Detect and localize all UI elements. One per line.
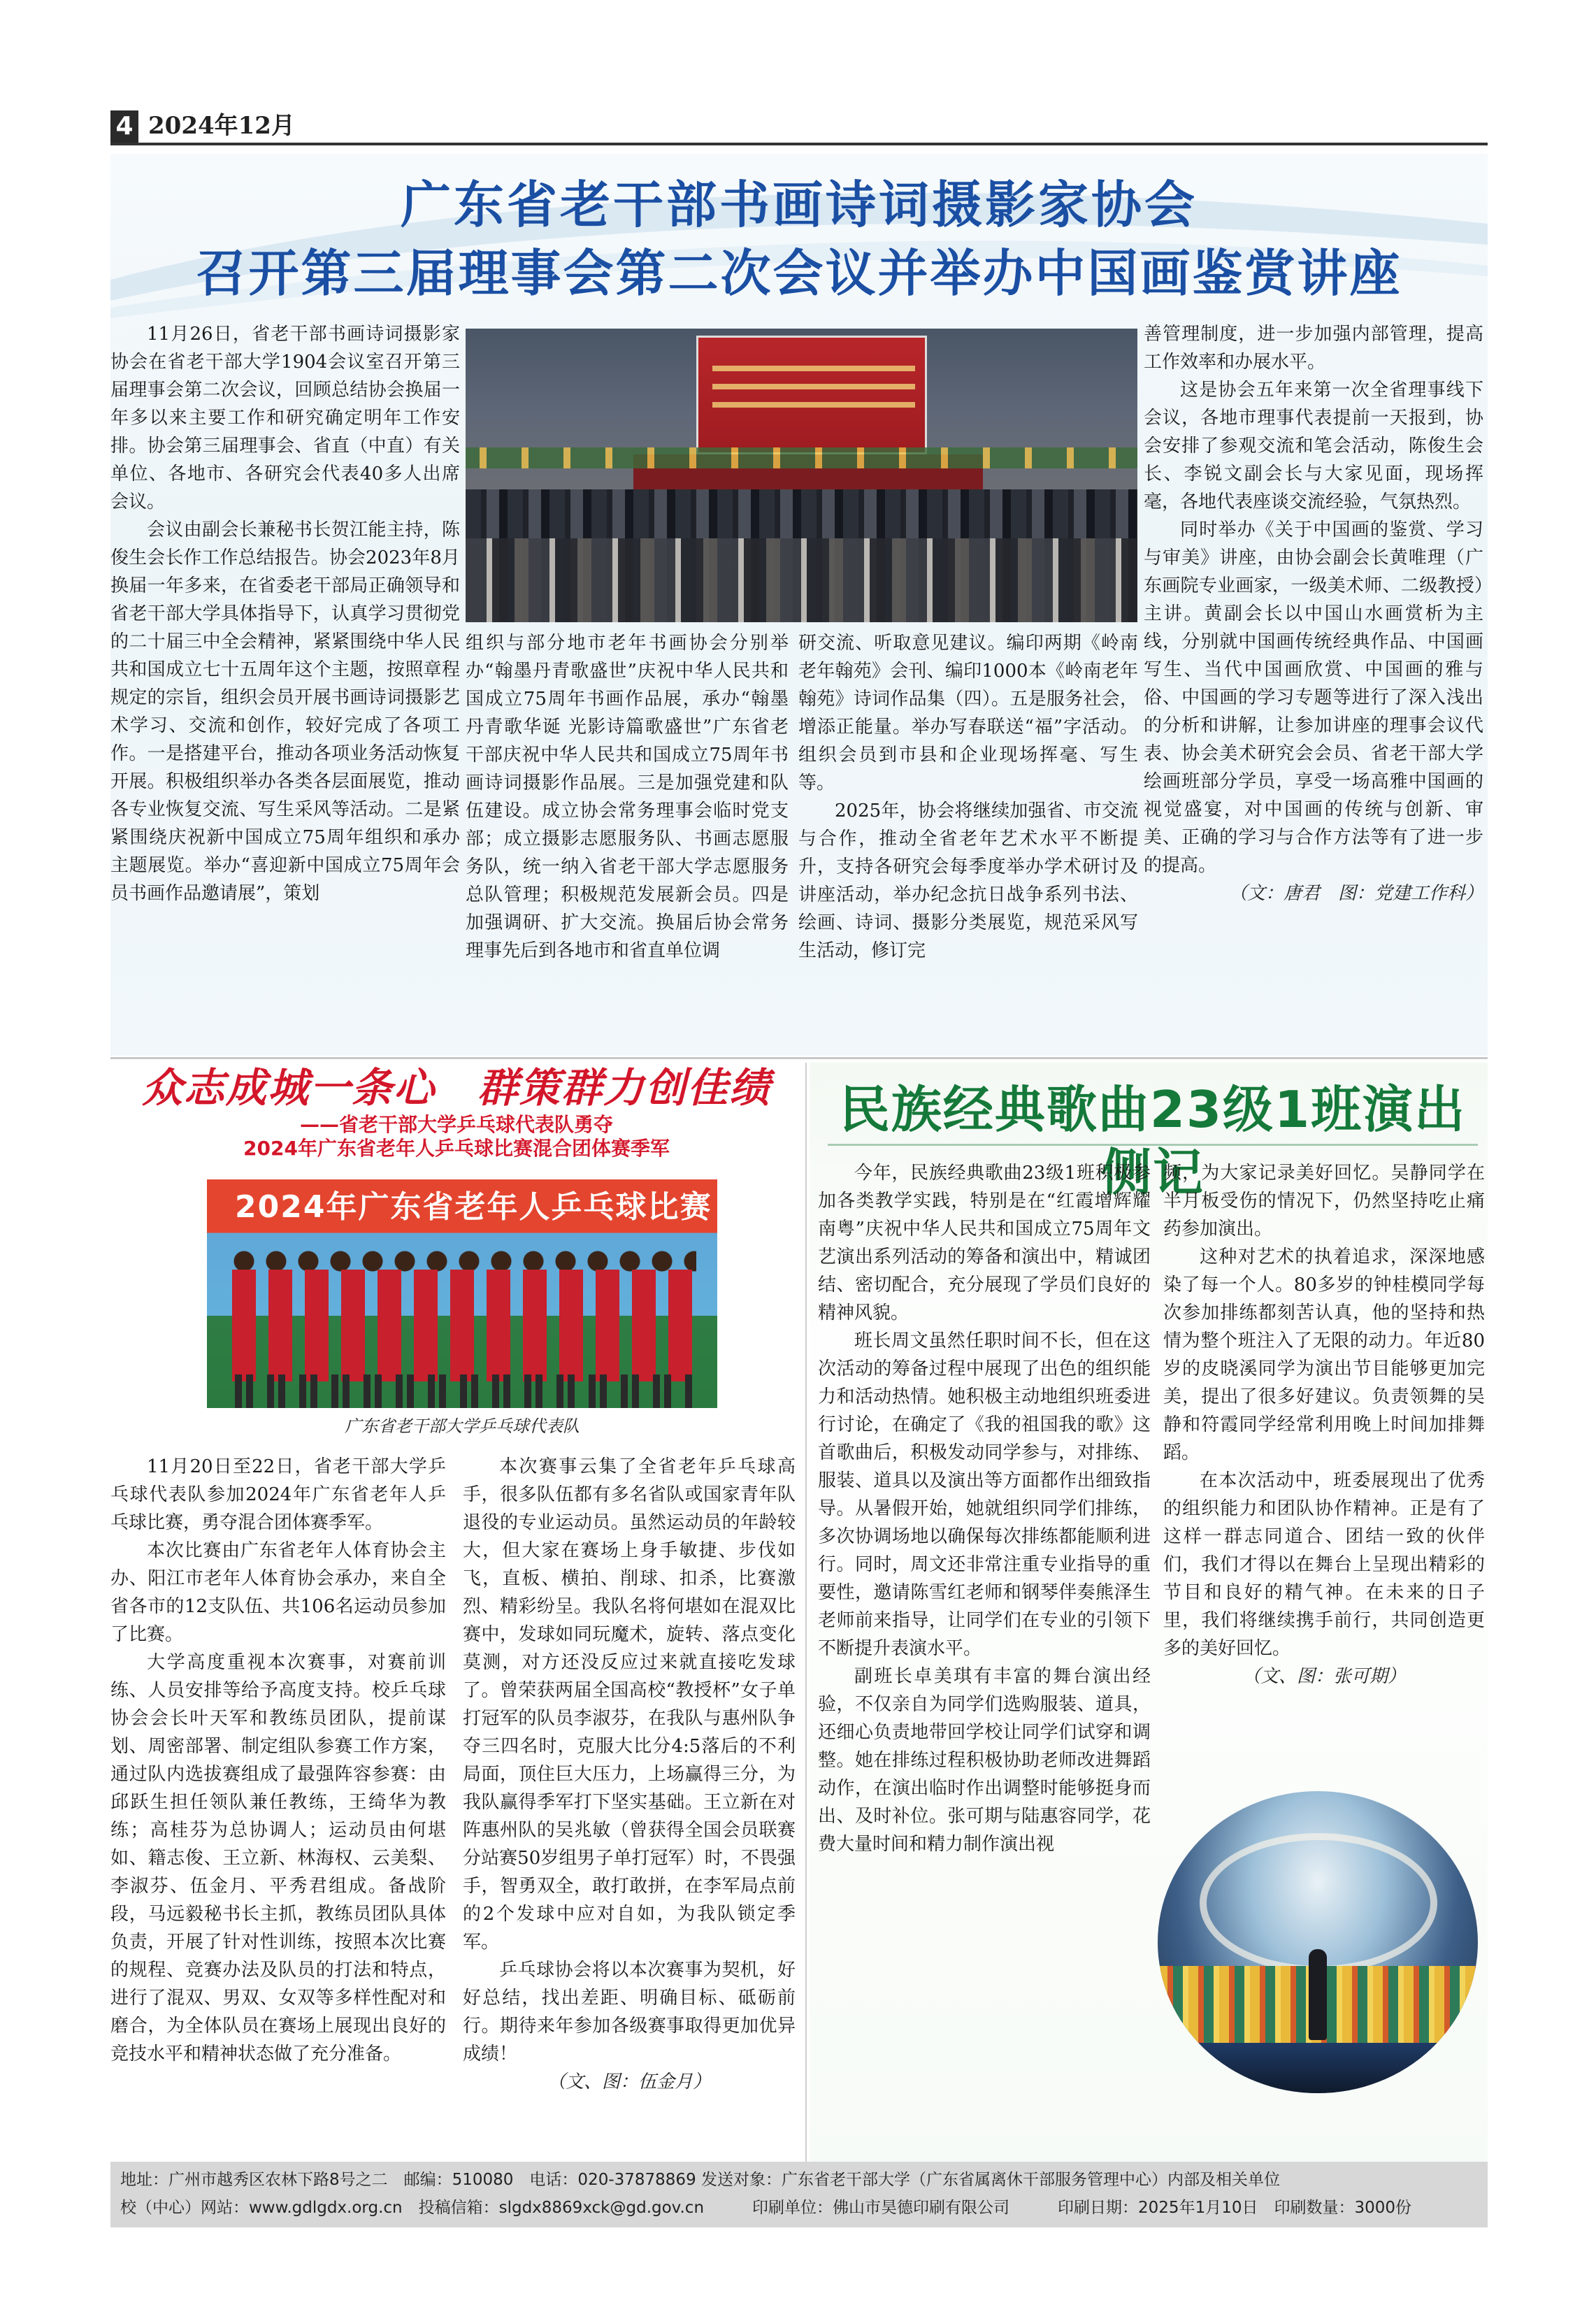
paragraph: 同时举办《关于中国画的鉴赏、学习与审美》讲座，由协会副会长黄唯理（广东画院专业画家，一级美术师、二级教授）主讲。黄副会长以中国山水画赏析为主线，分别就中国画传统经典作品、中国画写生、当代中国画欣赏、中国画的雅与俗、中国画的学习专题等进行了深入浅出的分析和讲解，让参加讲座的理事会议代表、协会美术研究会会员、省老干部大学绘画班部分学员，享受一场高雅中国画的视觉盛宴，对中国画的传统与创新、审美、正确的学习与合作方法等有了进一步的提高。 (1144, 519, 1483, 876)
conductor (1309, 1949, 1327, 2040)
ethnic-title-rule (828, 1144, 1478, 1146)
paragraph: 会议由副会长兼秘书长贺江能主持，陈俊生会长作工作总结报告。协会2023年8月换届一年多来，在省委老干部局正确领导和省老干部大学具体指导下，认真学习贯彻党的二十届三中全会精神，紧紧围绕中华人民共和国成立七十五周年这个主题，按照章程规定的宗旨，组织会员开展书画诗词摄影艺术学习、交流和创作，较好完成了各项工作。一是搭建平台，推动各项业务活动恢复开展。积极组织举办各类各层面展览，推动各专业恢复交流、写生采风等活动。二是紧紧围绕庆祝新中国成立75周年组织和承办主题展览。举办“喜迎新中国成立75周年会员书画作品邀请展”，策划 (110, 519, 460, 904)
paragraph: 2025年，协会将继续加强省、市交流与合作，推动全省老年艺术水平不断提升，支持各研究会每季度举办学术研讨及讲座活动，举办纪念抗日战争系列书法、绘画、诗词、摄影分类展览，规范采风写生活动，修订完 (798, 800, 1138, 961)
table-tennis-title: 众志成城一条心 群策群力创佳绩 (141, 1064, 771, 1112)
top-article-column-1 (110, 320, 460, 907)
paragraph: 这种对艺术的执着追求，深深地感染了每一个人。80多岁的钟桂模同学每次参加排练都刻苦认真，他的坚持和热情为整个班注入了无限的动力。年近80岁的皮晓溪同学为演出节目能够更加完美，提出了很多好建议。负责领舞的吴静和符霞同学经常利用晚上时间加排舞蹈。 (1163, 1247, 1485, 1463)
top-article-credit: （文：唐君 图：党建工作科） (1228, 883, 1483, 904)
paragraph: 组织与部分地市老年书画协会分别举办“翰墨丹青歌盛世”庆祝中华人民共和国成立75周年书画作品展，承办“翰墨丹青歌华诞 光影诗篇歌盛世”广东省老干部庆祝中华人民共和国成立75周年书画诗词摄影作品展。三是加强党建和队伍建设。成立协会常务理事会临时党支部；成立摄影志愿服务队、书画志愿服务队，统一纳入省老干部大学志愿服务总队管理；积极规范发展新会员。四是加强调研、扩大交流。换届后协会常务理事先后到各地市和省直单位调 (466, 633, 789, 961)
header-rule (110, 143, 1488, 145)
ethnic-article-credit: （文、图：张可期） (1242, 1666, 1406, 1687)
column-divider (805, 1063, 807, 2162)
issue-date: 2024年12月 (148, 112, 295, 140)
ethnic-article-title: 民族经典歌曲23级1班演出侧记 (839, 1080, 1467, 1202)
stage-performance-photo (1158, 1791, 1478, 2093)
paragraph: 在本次活动中，班委展现出了优秀的组织能力和团队协作精神。正是有了这样一群志同道合、团结一致的伙伴们，我们才得以在舞台上呈现出精彩的节目和良好的精气神。在未来的日子里，我们将继续携手前行，共同创造更多的美好回忆。 (1163, 1470, 1485, 1659)
table-tennis-subtitle-1: ——省老干部大学乒乓球代表队勇夺 (299, 1113, 613, 1136)
paragraph: 研交流、听取意见建议。编印两期《岭南老年翰苑》会刊、编印1000本《岭南老年翰苑》诗词作品集（四）。五是服务社会，增添正能量。举办写春联送“福”字活动。组织会员到市县和企业现场挥毫、写生等。 (798, 633, 1138, 794)
paragraph: 副班长卓美琪有丰富的舞台演出经验，不仅亲自为同学们选购服装、道具，还细心负责地带回学校让同学们试穿和调整。她在排练过程积极协助老师改进舞蹈动作，在演出临时作出调整时能够挺身而出、及时补位。张可期与陆惠容同学，花费大量时间和精力制作演出视 (818, 1666, 1151, 1855)
footer (110, 2162, 1488, 2227)
main-title-line-2: 召开第三届理事会第二次会议并举办中国画鉴赏讲座 (196, 244, 1402, 303)
table-tennis-column-2 (463, 1453, 796, 2096)
paragraph: 11月20日至22日，省老干部大学乒乓球代表队参加2024年广东省老年人乒乓球比赛，勇夺混合团体赛季军。 (110, 1456, 446, 1533)
photo-banner-text: 2024年广东省老年人乒乓球比赛 (235, 1189, 712, 1225)
ethnic-column-2 (1163, 1159, 1485, 1690)
paragraph: 今年，民族经典歌曲23级1班积极参加各类教学实践，特别是在“红霞增辉耀南粤”庆祝中华人民共和国成立75周年文艺演出系列活动的筹备和演出中，精诚团结、密切配合，充分展现了学员们良好的精神风貌。 (818, 1163, 1151, 1323)
paragraph: 这是协会五年来第一次全省理事线下会议，各地市理事代表提前一天报到，协会安排了参观交流和笔会活动，陈俊生会长、李锐文副会长与大家见面，现场挥毫，各地代表座谈交流经验，气氛热烈。 (1144, 380, 1483, 512)
top-article-column-2 (466, 629, 789, 965)
top-article-column-3 (798, 629, 1138, 965)
ethnic-column-1 (818, 1159, 1151, 1858)
paragraph: 班长周文虽然任职时间不长，但在这次活动的筹备过程中展现了出色的组织能力和活动热情。她积极主动地组织班委进行讨论，在确定了《我的祖国我的歌》这首歌曲后，积极发动同学参与，对排练、服装、道具以及演出等方面都作出细致指导。从暑假开始，她就组织同学们排练，多次协调场地以确保每次排练都能顺利进行。同时，周文还非常注重专业指导的重要性，邀请陈雪红老师和钢琴伴奏熊泽生老师前来指导，让同学们在专业的引领下不断提升表演水平。 (818, 1330, 1151, 1659)
footer-line-2: 校（中心）网站：www.gdlgdx.org.cn 投稿信箱：slgdx8869xck@gd.gov.cn 印刷单位：佛山市昊德印刷有限公司 印刷日期：2025年1月10日 印刷数量：3000份 (120, 2199, 1411, 2217)
team-members (228, 1270, 696, 1381)
table-tennis-subtitle-2: 2024年广东省老年人乒乓球比赛混合团体赛季军 (243, 1137, 670, 1160)
paragraph: 大学高度重视本次赛事，对赛前训练、人员安排等给予高度支持。校乒乓球协会会长叶天军和教练员团队，提前谋划、周密部署、制定组队参赛工作方案，通过队内选拔赛组成了最强阵容参赛：由邱跃生担任领队兼任教练，王绮华为教练；高桂芬为总协调人；运动员由何堪如、籍志俊、王立新、林海权、云美梨、李淑芬、伍金月、平秀君组成。备战阶段，马远毅秘书长主抓，教练员团队具体负责，开展了针对性训练，按照本次比赛的规程、竞赛办法及队员的打法和特点，进行了混双、男双、女双等多样性配对和磨合，为全体队员在赛场上展现出良好的竞技水平和精神状态做了充分准备。 (110, 1652, 446, 2065)
section-divider (110, 1057, 1488, 1059)
team-photo-caption: 广东省老干部大学乒乓球代表队 (345, 1416, 580, 1436)
paragraph: 本次比赛由广东省老年人体育协会主办、阳江市老年人体育协会承办，来自全省各市的12支队伍、共106名运动员参加了比赛。 (110, 1540, 446, 1645)
paragraph: 乒乓球协会将以本次赛事为契机，好好总结，找出差距、明确目标、砥砺前行。期待来年参加各级赛事取得更加优异成绩！ (463, 1960, 796, 2065)
meeting-screen (696, 336, 927, 454)
paragraph: 善管理制度，进一步加强内部管理，提高工作效率和办展水平。 (1144, 324, 1483, 373)
paragraph: 频，为大家记录美好回忆。吴静同学在半月板受伤的情况下，仍然坚持吃止痛药参加演出。 (1163, 1163, 1485, 1240)
meeting-photo (466, 329, 1137, 622)
team-photo (207, 1165, 717, 1408)
table-tennis-column-1 (110, 1453, 446, 2068)
top-article-column-4 (1144, 320, 1483, 907)
main-title-line-1: 广东省老干部书画诗词摄影家协会 (400, 175, 1198, 234)
page-number: 4 (110, 110, 138, 143)
paragraph: 本次赛事云集了全省老年乒乓球高手，很多队伍都有多名省队或国家青年队退役的专业运动员。虽然运动员的年龄较大，但大家在赛场上身手敏捷、步伐如飞，直板、横拍、削球、扣杀，比赛激烈、精彩纷呈。我队名将何堪如在混双比赛中，发球如同玩魔术，旋转、落点变化莫测，对方还没反应过来就直接吃发球了。曾荣获两届全国高校“教授杯”女子单打冠军的队员李淑芬，在我队与惠州队争夺三四名时，克服大比分4:5落后的不利局面，顶住巨大压力，上场赢得三分，为我队赢得季军打下坚实基础。王立新在对阵惠州队的吴兆敏（曾获得全国会员联赛分站赛50岁组男子单打冠军）时，不畏强手，智勇双全，敢打敢拼，在李军局点前的2个发球中应对自如，为我队锁定季军。 (463, 1456, 796, 1953)
footer-line-1: 地址：广州市越秀区农林下路8号之二 邮编：510080 电话：020-37878869 发送对象：广东省老干部大学（广东省属离休干部服务管理中心）内部及相关单位 (120, 2171, 1281, 2189)
paragraph: 11月26日，省老干部书画诗词摄影家协会在省老干部大学1904会议室召开第三届理事会第二次会议，回顾总结协会换届一年多以来主要工作和研究确定明年工作安排。协会第三届理事会、省直（中直）有关单位、各地市、各研究会代表40多人出席会议。 (110, 324, 460, 512)
table-tennis-credit: （文、图：伍金月） (547, 2072, 711, 2092)
